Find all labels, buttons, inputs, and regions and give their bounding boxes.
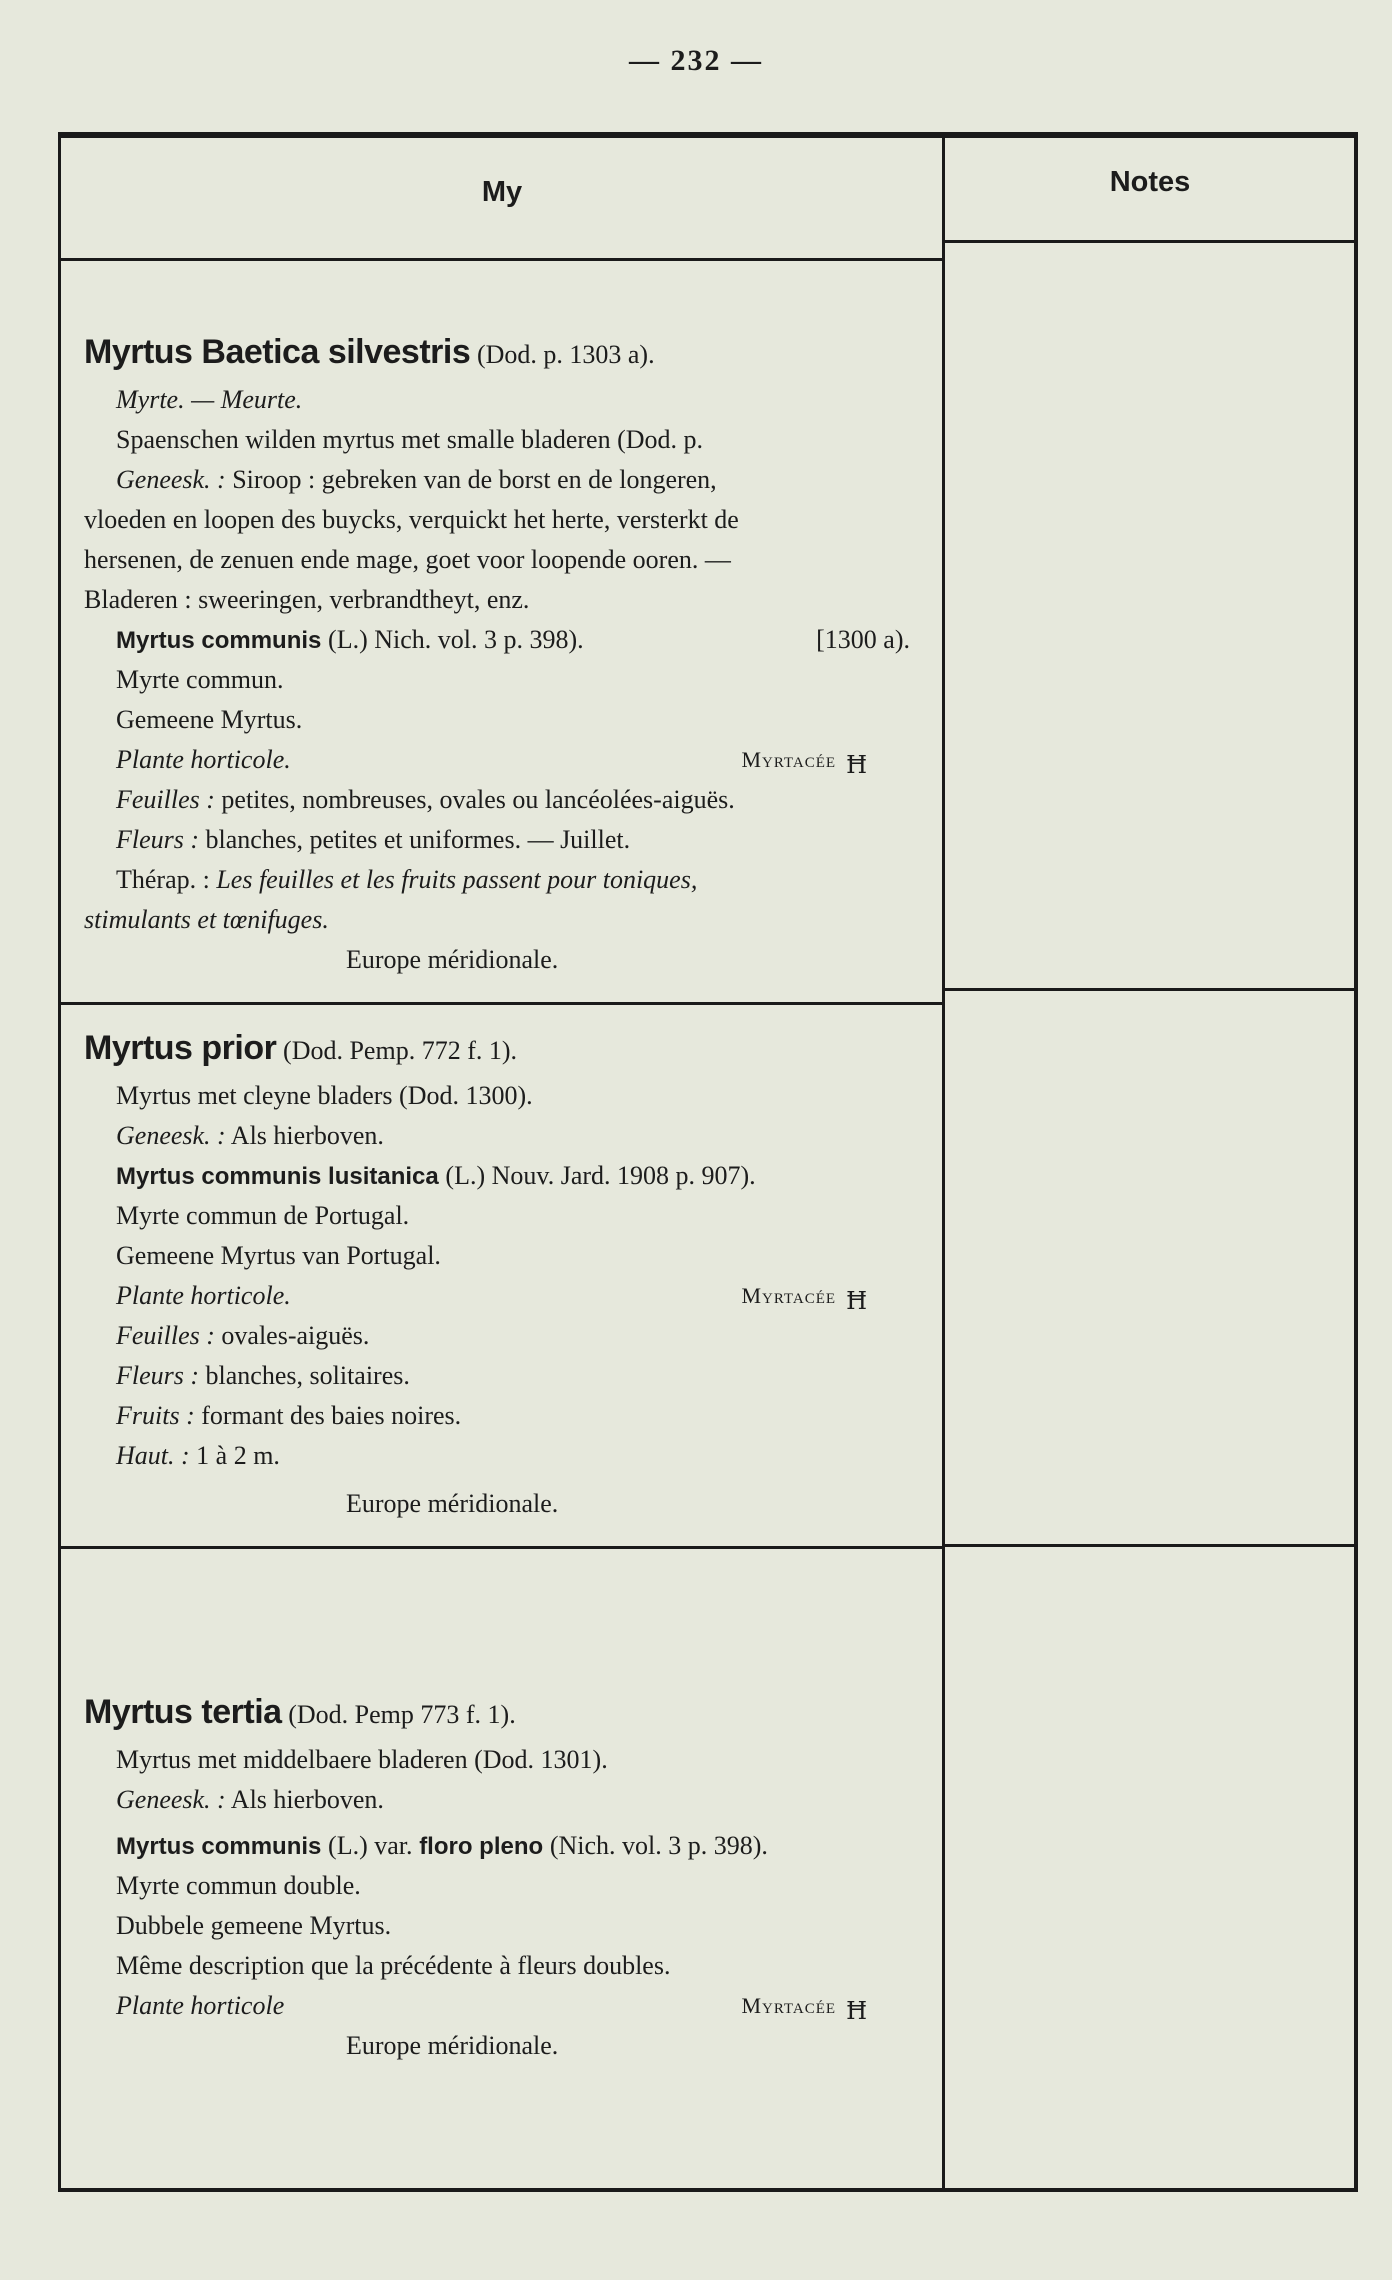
- row-divider-right-1: [945, 988, 1355, 991]
- feuilles-text: petites, nombreuses, ovales ou lancéolées-aiguës.: [221, 785, 735, 814]
- row-divider-right-2: [945, 1544, 1355, 1547]
- feuilles-label: Feuilles :: [116, 785, 215, 814]
- header-left: My: [481, 176, 523, 208]
- column-divider: [942, 138, 945, 2190]
- shrub-icon: ħ: [846, 741, 868, 780]
- feuilles-text: ovales-aiguës.: [221, 1321, 370, 1350]
- dutch-name: Dubbele gemeene Myrtus.: [116, 1911, 392, 1940]
- therap-continuation: stimulants et tœnifuges.: [84, 905, 329, 934]
- species-name: Myrtus prior: [84, 1029, 277, 1067]
- modern-ref: (L.) Nouv. Jard. 1908 p. 907).: [445, 1161, 756, 1190]
- modern-name: Myrtus communis lusitanica: [116, 1163, 439, 1190]
- french-name: Myrte commun.: [116, 665, 284, 694]
- therap-text: Les feuilles et les fruits passent pour toniques,: [216, 865, 698, 894]
- geneesk-text: Als hierboven.: [230, 1121, 384, 1150]
- plante-line: [84, 1276, 924, 1316]
- geneesk-continuation: vloeden en loopen des buycks, verquickt het herte, versterkt de: [84, 505, 739, 534]
- dutch-description: Myrtus met middelbaere bladeren (Dod. 1301).: [116, 1745, 608, 1774]
- fleurs-line: [84, 1356, 924, 1396]
- fleurs-text: blanches, solitaires.: [205, 1361, 410, 1390]
- geneesk-line: [84, 460, 924, 500]
- row-divider-left-2: [61, 1546, 942, 1549]
- french-name: Myrte commun de Portugal.: [116, 1201, 410, 1230]
- shrub-icon: ħ: [846, 1277, 868, 1316]
- dutch-description: Spaenschen wilden myrtus met smalle bladeren (Dod. p.: [116, 425, 704, 454]
- page-number: — 232 —: [629, 44, 763, 77]
- species-ref: (Dod. Pemp 773 f. 1).: [288, 1700, 516, 1729]
- modern-name: Myrtus communis: [116, 1833, 322, 1860]
- family-tag: Myrtacée ħ: [741, 1277, 868, 1316]
- vernacular-names: Myrte. — Meurte.: [116, 385, 303, 414]
- dutch-description: Myrtus met cleyne bladers (Dod. 1300).: [116, 1081, 533, 1110]
- haut-text: 1 à 2 m.: [196, 1441, 280, 1470]
- fruits-line: [84, 1396, 924, 1436]
- description: Même description que la précédente à fleurs doubles.: [116, 1951, 671, 1980]
- entry-title: [84, 1020, 924, 1076]
- geneesk-continuation: hersenen, de zenuen ende mage, goet voor loopende ooren. —: [84, 545, 731, 574]
- geneesk-label: Geneesk. :: [116, 1121, 226, 1150]
- fleurs-line: [84, 820, 924, 860]
- modern-name-line: [84, 1156, 924, 1196]
- feuilles-line: [84, 1316, 924, 1356]
- modern-ref: (L.) Nich. vol. 3 p. 398).: [328, 625, 584, 654]
- fruits-label: Fruits :: [116, 1401, 195, 1430]
- header-divider-left: [61, 258, 942, 261]
- region: Europe méridionale.: [346, 945, 559, 974]
- plante-type: Plante horticole: [116, 1991, 285, 2020]
- fleurs-label: Fleurs :: [116, 1361, 200, 1390]
- modern-mid: (L.) var.: [328, 1831, 413, 1860]
- dutch-name: Gemeene Myrtus.: [116, 705, 303, 734]
- header-divider-right: [945, 240, 1355, 243]
- entry-title: [84, 1684, 924, 1740]
- modern-variety: floro pleno: [419, 1833, 544, 1860]
- geneesk-line: [84, 1116, 924, 1156]
- fruits-text: formant des baies noires.: [201, 1401, 462, 1430]
- geneesk-label: Geneesk. :: [116, 1785, 226, 1814]
- therap-label: Thérap. :: [116, 865, 210, 894]
- haut-line: [84, 1436, 924, 1476]
- modern-ref-right: [1300 a).: [816, 625, 910, 654]
- modern-name-line: [84, 620, 924, 660]
- region: Europe méridionale.: [346, 2031, 559, 2060]
- shrub-icon: ħ: [846, 1987, 868, 2026]
- region: Europe méridionale.: [346, 1489, 559, 1518]
- family-tag: Myrtacée ħ: [741, 741, 868, 780]
- plante-type: Plante horticole.: [116, 1281, 291, 1310]
- species-ref: (Dod. p. 1303 a).: [476, 340, 655, 369]
- plante-type: Plante horticole.: [116, 745, 291, 774]
- plante-line: [84, 740, 924, 780]
- feuilles-label: Feuilles :: [116, 1321, 215, 1350]
- therap-line: [84, 860, 924, 900]
- geneesk-text: Siroop : gebreken van de borst en de longeren,: [232, 465, 717, 494]
- entry-myrtus-tertia: [84, 1684, 924, 2066]
- geneesk-label: Geneesk. :: [116, 465, 226, 494]
- entry-myrtus-prior: [84, 1020, 924, 1524]
- species-ref: (Dod. Pemp. 772 f. 1).: [283, 1036, 518, 1065]
- geneesk-text: Als hierboven.: [230, 1785, 384, 1814]
- modern-ref: (Nich. vol. 3 p. 398).: [549, 1831, 768, 1860]
- row-divider-left-1: [61, 1002, 942, 1005]
- modern-name-line: [84, 1826, 924, 1866]
- fleurs-text: blanches, petites et uniformes. — Juillet.: [205, 825, 631, 854]
- fleurs-label: Fleurs :: [116, 825, 200, 854]
- plante-line: [84, 1986, 924, 2026]
- haut-label: Haut. :: [116, 1441, 190, 1470]
- entry-title: [84, 324, 924, 380]
- geneesk-line: [84, 1780, 924, 1820]
- modern-name: Myrtus communis: [116, 627, 322, 654]
- french-name: Myrte commun double.: [116, 1871, 361, 1900]
- feuilles-line: [84, 780, 924, 820]
- dutch-name: Gemeene Myrtus van Portugal.: [116, 1241, 441, 1270]
- geneesk-continuation: Bladeren : sweeringen, verbrandtheyt, enz.: [84, 585, 530, 614]
- entry-myrtus-baetica: [84, 324, 924, 980]
- header-right: Notes: [1109, 166, 1191, 198]
- family-tag: Myrtacée ħ: [741, 1987, 868, 2026]
- species-name: Myrtus tertia: [84, 1693, 282, 1731]
- species-name: Myrtus Baetica silvestris: [84, 333, 471, 371]
